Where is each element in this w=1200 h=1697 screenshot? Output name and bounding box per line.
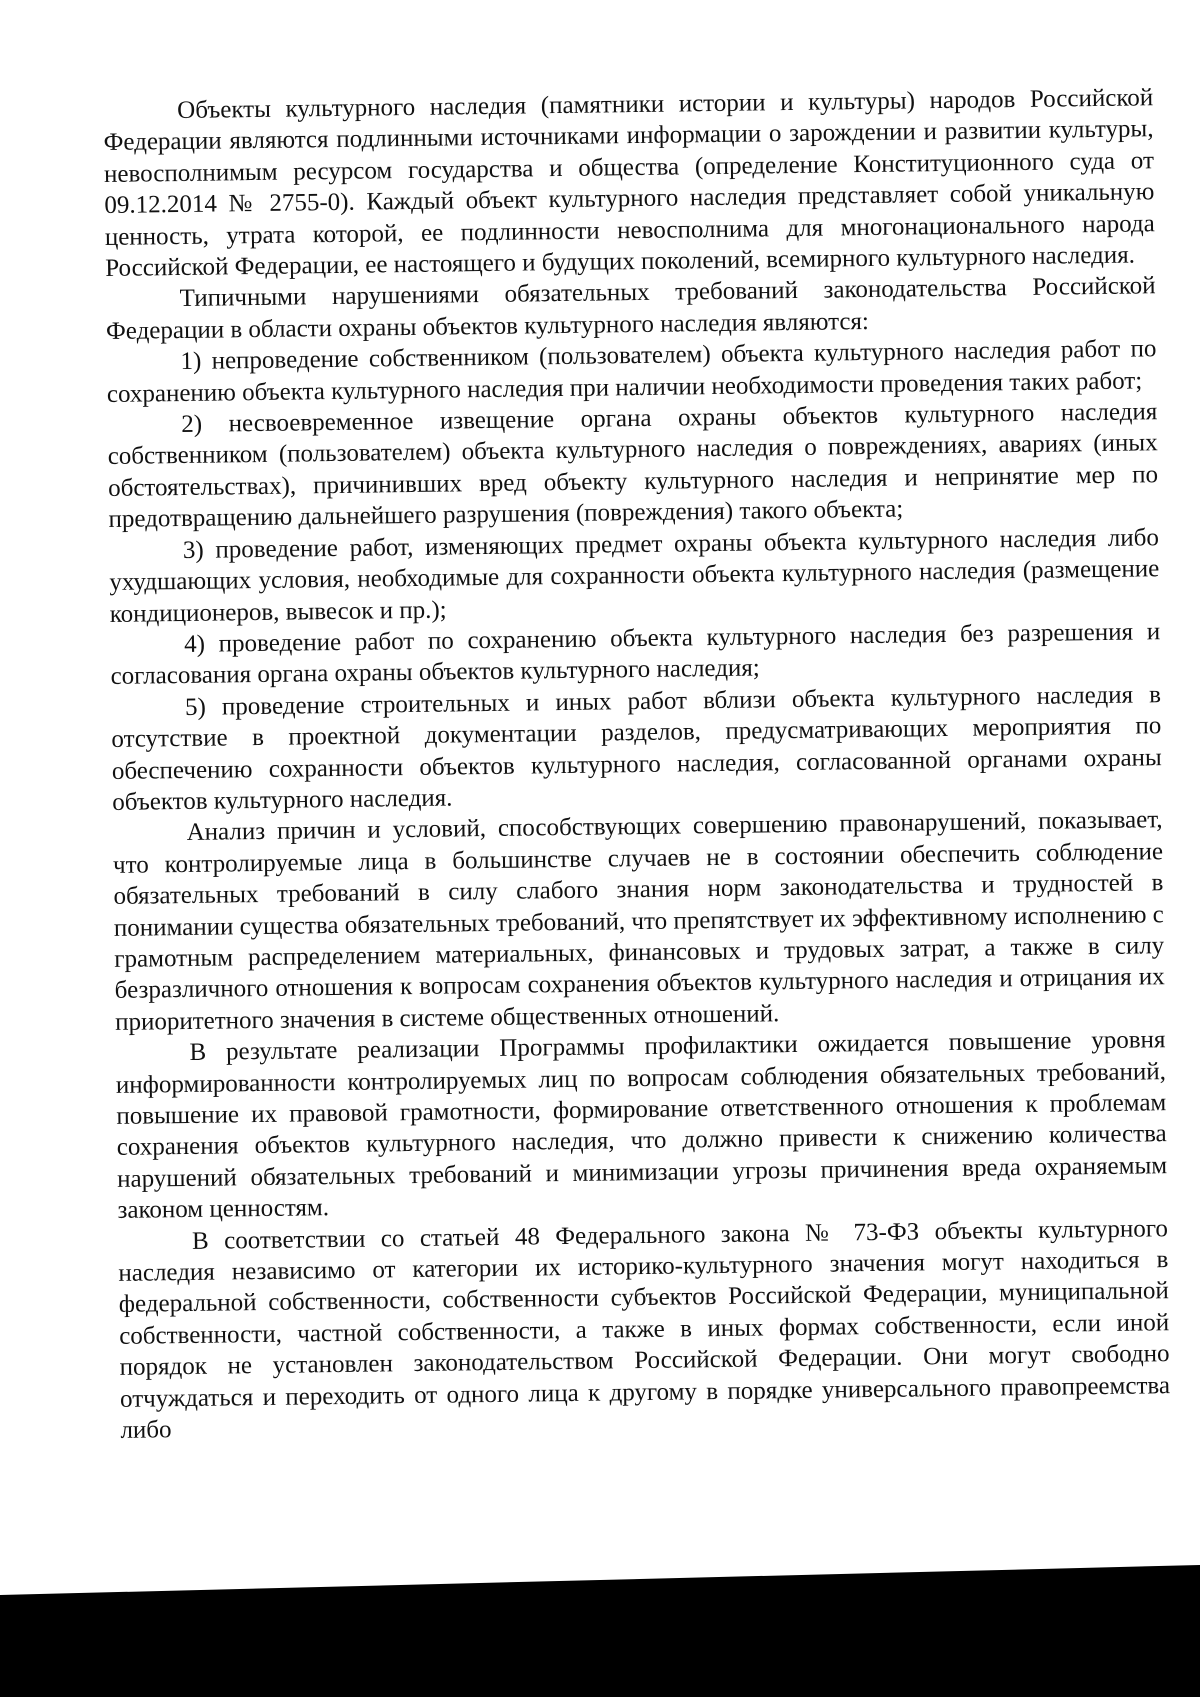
list-item-violation-5: 5) проведение строительных и иных работ вблизи объекта культурного наследия в отсутствие в проектной документации разделов, предусматривающих мероприятия по обеспечению сохранности объектов культурного наследия, согласованной органами охраны объектов культурного наследия.: [111, 680, 1162, 816]
paragraph-program-results: В результате реализации Программы профилактики ожидается повышение уровня информированности контролируемых лиц по вопросам соблюдения обязательных требований, повышение их правовой грамотности, формирование ответственного отношения к проблемам сохранения объектов культурного наследия, что должно привести к снижению количества нарушений обязательных требований и минимизации угрозы причинения вреда охраняемым законом ценностям.: [115, 1026, 1168, 1225]
list-item-violation-1: 1) непроведение собственником (пользователем) объекта культурного наследия работ по сохранению объекта культурного наследия при наличии необходимости проведения таких работ;: [106, 335, 1157, 408]
document-body: [103, 82, 1171, 1446]
paragraph-heritage-objects: Объекты культурного наследия (памятники истории и культуры) народов Российской Федерации являются подлинными источниками информации о зарождении и развитии культуры, невосполнимым ресурсом государства и общества (определение Конституционного суда от 09.12.2014 № 2755-0). Каждый объект культурного наследия представляет собой уникальную ценность, утрата которой, ее подлинности невосполнима для многонационального народа Российской Федерации, ее настоящего и будущих поколений, всемирного культурного наследия.: [103, 84, 1155, 283]
paragraph-analysis: Анализ причин и условий, способствующих совершению правонарушений, показывает, что контролируемые лица в большинстве случаев не в состоянии обеспечить соблюдение обязательных требований в силу слабого знания норм законодательства и трудностей в понимании существа обязательных требований, что препятствует их эффективному исполнению с грамотным распределением материальных, финансовых и трудовых затрат, а также в силу безразличного отношения к вопросам сохранения объектов культурного наследия и отрицания их приоритетного значения в системе общественных отношений.: [112, 806, 1165, 1036]
scan-bottom-black-area: [0, 1565, 1200, 1697]
paragraph-typical-violations: Типичными нарушениями обязательных требований законодательства Российской Федерации в области охраны объектов культурного наследия являются:: [105, 272, 1156, 345]
paragraph-article-48: В соответствии со статьей 48 Федерального закона № 73-ФЗ объекты культурного наследия независимо от категории их историко-культурного значения могут находиться в федеральной собственности, собственности субъектов Российской Федерации, муниципальной собственности, частной собственности, а также в иных формах собственности, если иной порядок не установлен законодательством Российской Федерации. Они могут свободно отчуждаться и переходить от одного лица к другому в порядке универсального правопреемства либо: [118, 1214, 1171, 1444]
list-item-violation-3: 3) проведение работ, изменяющих предмет охраны объекта культурного наследия либо ухудшающих условия, необходимые для сохранности объекта культурного наследия (размещение кондиционеров, вывесок и пр.);: [109, 523, 1160, 628]
list-item-violation-4: 4) проведение работ по сохранению объекта культурного наследия без разрешения и согласования органа охраны объектов культурного наследия;: [110, 618, 1161, 691]
list-item-violation-2: 2) несвоевременное извещение органа охраны объектов культурного наследия собственником (пользователем) объекта культурного наследия о повреждениях, авариях (иных обстоятельствах), причинивших вред объекту культурного наследия и непринятие мер по предотвращению дальнейшего разрушения (повреждения) такого объекта;: [107, 398, 1159, 534]
